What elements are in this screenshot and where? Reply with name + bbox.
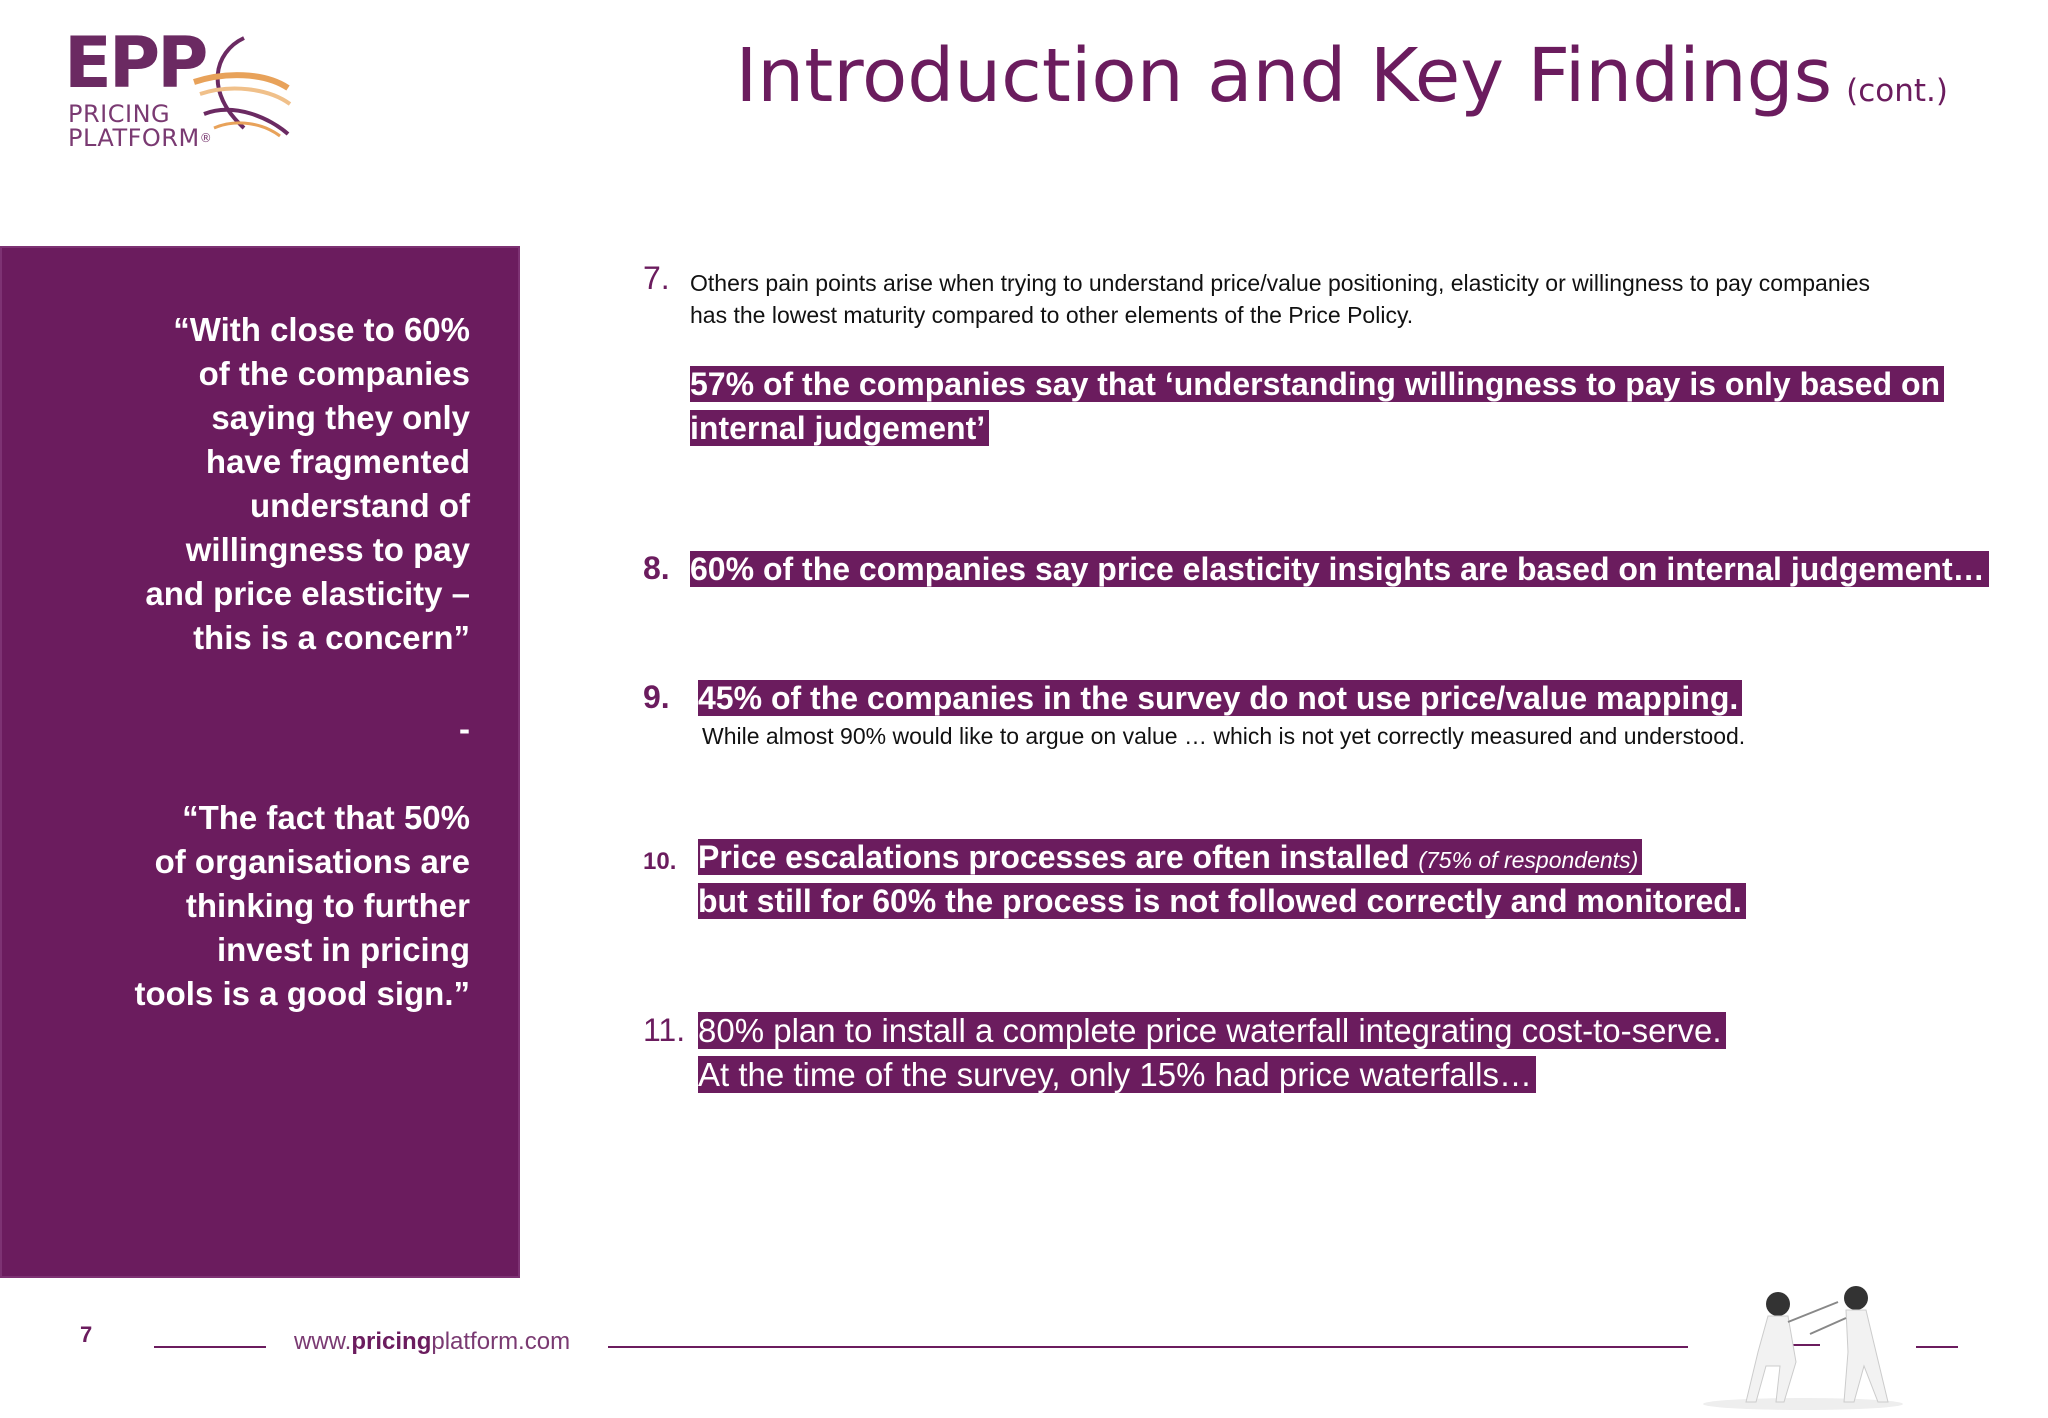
page-number: 7 [80, 1322, 93, 1347]
finding-10-note: (75% of respondents) [1418, 847, 1639, 873]
quote-sidebar [0, 246, 520, 1278]
finding-9-subtext: While almost 90% would like to argue on value … which is not yet correctly measured and understood. [702, 723, 1746, 749]
page-title [735, 30, 1948, 122]
title-main: Introduction and Key Findings [735, 33, 1833, 119]
fencers-image [1688, 1282, 1918, 1412]
footer-url[interactable] [294, 1328, 570, 1356]
logo-registered-mark: ® [199, 131, 213, 145]
logo-platform-text: PLATFORM [68, 124, 200, 152]
finding-11-highlight-line2: At the time of the survey, only 15% had price waterfalls… [698, 1056, 1536, 1093]
logo-epp-text: EPP [64, 22, 206, 104]
sidebar-quote-2: “The fact that 50% of organisations are thinking to further invest in pricing tools is a good sign.” [134, 799, 470, 1012]
finding-8-number: 8. [643, 550, 670, 586]
sidebar-separator: - [459, 710, 470, 747]
finding-10-highlight-line1-wrap [698, 839, 1642, 875]
finding-7-number: 7. [643, 260, 670, 296]
footer-url-suffix: platform.com [431, 1328, 571, 1355]
finding-7-highlight-line2: internal judgement’ [690, 410, 989, 446]
epp-logo [64, 22, 294, 158]
logo-platform-line [68, 126, 212, 150]
finding-10-number: 10. [643, 848, 677, 875]
logo-pricing-text: PRICING [68, 100, 171, 128]
sidebar-quote-1: “With close to 60% of the companies saying they only have fragmented understand of willingness to pay and price elasticity – this is a concern” [145, 311, 470, 656]
footer-divider-main [608, 1346, 1688, 1348]
footer-divider-right [1916, 1346, 1958, 1348]
footer-url-bold: pricing [351, 1328, 432, 1355]
finding-9-number: 9. [643, 679, 670, 715]
title-cont: (cont.) [1846, 73, 1948, 109]
finding-7-text-line2: has the lowest maturity compared to other elements of the Price Policy. [690, 302, 1414, 328]
finding-9-highlight: 45% of the companies in the survey do not use price/value mapping. [698, 680, 1742, 716]
footer-divider-left [154, 1346, 266, 1348]
finding-11-highlight-line1: 80% plan to install a complete price waterfall integrating cost-to-serve. [698, 1012, 1726, 1049]
finding-8-highlight: 60% of the companies say price elasticity insights are based on internal judgement… [690, 551, 1989, 587]
finding-10-highlight-line1: Price escalations processes are often installed [698, 839, 1410, 875]
footer-url-prefix: www. [294, 1328, 352, 1355]
finding-7-text-line1: Others pain points arise when trying to understand price/value positioning, elasticity or willingness to pay companies [690, 270, 1871, 296]
finding-10-highlight-line2: but still for 60% the process is not followed correctly and monitored. [698, 883, 1746, 919]
finding-11-number: 11. [643, 1012, 686, 1048]
finding-7-highlight-line1: 57% of the companies say that ‘understanding willingness to pay is only based on [690, 366, 1944, 402]
